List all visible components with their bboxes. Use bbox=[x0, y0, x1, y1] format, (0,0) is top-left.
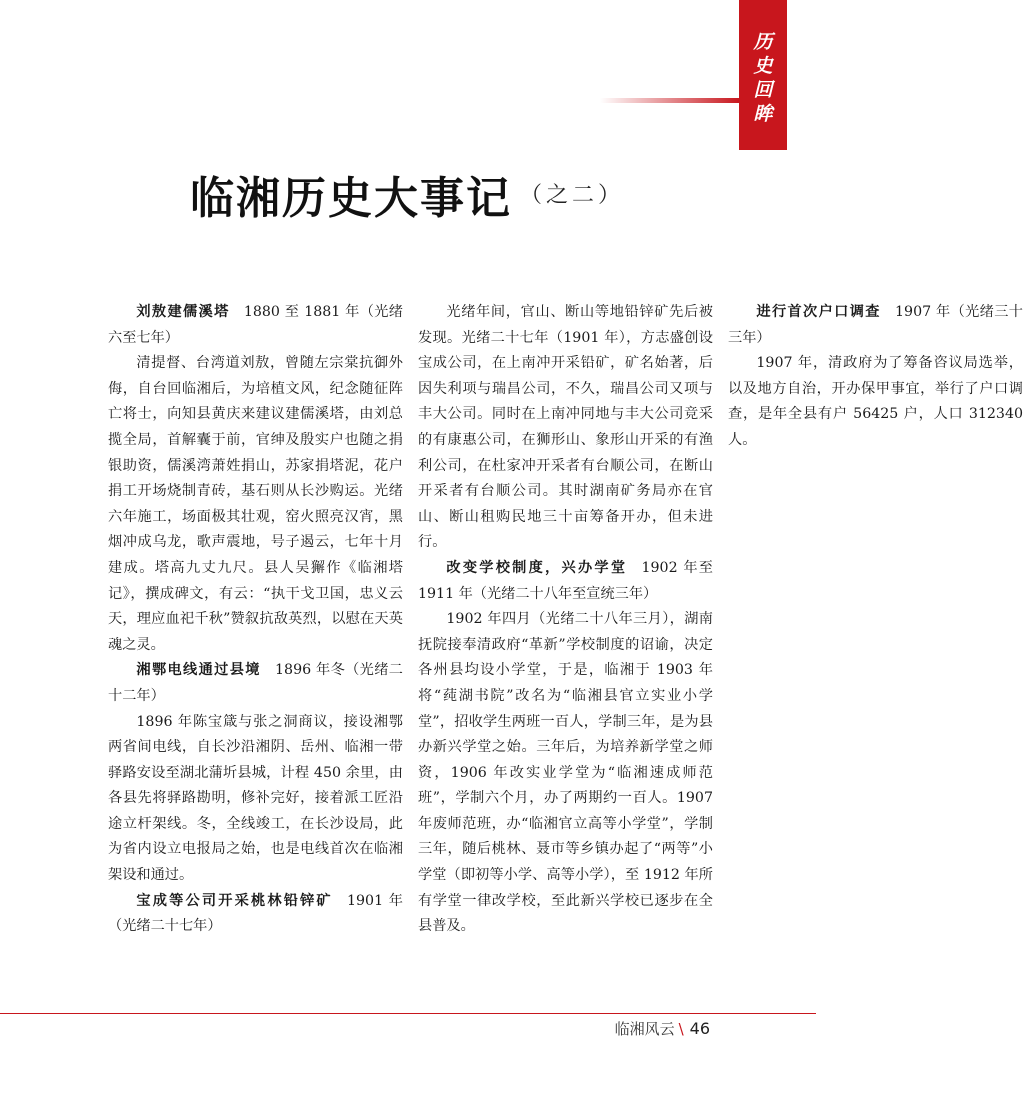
footer-separator: \ bbox=[678, 1020, 684, 1038]
page-number: 46 bbox=[689, 1019, 710, 1038]
entry-heading: 进行首次户口调查 bbox=[756, 304, 881, 320]
entry-header bbox=[108, 889, 403, 940]
entry-header bbox=[108, 300, 403, 351]
entry-date: 1880 至 1881 年（光绪六至七年） bbox=[108, 304, 403, 346]
entry-paragraph: 1896 年陈宝箴与张之洞商议，接设湘鄂两省间电线，自长沙沿湘阴、岳州、临湘一带驿路安设至湖北蒲圻县城，计程 450 余里，由各县先将驿路勘明，修补完好，接着派工匠沿途立杆架线。冬，全线竣工，在长沙设局，此为省内设立电报局之始，也是电线首次在临湘架设和通过。 bbox=[108, 713, 403, 884]
entry-heading: 宝成等公司开采桃林铅锌矿 bbox=[136, 892, 333, 909]
entry-heading: 刘敖建儒溪塔 bbox=[136, 304, 230, 320]
section-tab bbox=[739, 0, 787, 150]
entry-paragraph: 1902 年四月（光绪二十八年三月），湖南抚院接奉清政府“革新”学校制度的诏谕，决定各州县均设小学堂，于是，临湘于 1903 年将“莼湖书院”改名为“临湘县官立实业小学堂”，招收学生两班一百人，学制三年，是为县办新兴学堂之始。三年后，为培养新学堂之师资，1906 年改实业学堂为“临湘速成师范班”，学制六个月，办了两期约一百人。1907 年废师范班，办“临湘官立高等小学堂”，学制三年，随后桃林、聂市等乡镇办起了“两等”小学堂（即初等小学、高等小学），至 1912 年所有学堂一律改学校，至此新兴学校已逐步在全县普及。 bbox=[418, 611, 713, 935]
section-tab-line bbox=[600, 98, 740, 103]
entry-header bbox=[418, 556, 713, 607]
footer-rule bbox=[0, 1013, 816, 1014]
entry-paragraph: 1907 年，清政府为了筹备咨议局选举，以及地方自治，开办保甲事宜，举行了户口调查，是年全县有户 56425 户，人口 312340 人。 bbox=[728, 355, 1023, 448]
entry-paragraph: 光绪年间，官山、断山等地铅锌矿先后被发现。光绪二十七年（1901 年），方志盛创设宝成公司，在上南冲开采铅矿，矿名始著，后因失利项与瑞昌公司，不久，瑞昌公司又项与丰大公司。同时在上南冲同地与丰大公司竞采的有康惠公司，在狮形山、象形山开采的有渔利公司，在杜家冲开采者有台顺公司，在断山开采者有台顺公司。其时湖南矿务局亦在官山、断山租购民地三十亩筹备开办，但未进行。 bbox=[418, 304, 713, 551]
page-subtitle: （之二） bbox=[520, 183, 625, 208]
section-tab-char: 眸 bbox=[753, 103, 773, 125]
entry-date: 1896 年冬（光绪二十二年） bbox=[108, 662, 403, 704]
entry-date: 1907 年（光绪三十三年） bbox=[728, 304, 1023, 346]
entry-header bbox=[728, 300, 1023, 351]
entry-heading: 改变学校制度，兴办学堂 bbox=[446, 559, 628, 576]
entry-date: 1902 年至 1911 年（光绪二十八年至宣统三年） bbox=[418, 559, 713, 602]
section-tab-char: 回 bbox=[753, 79, 773, 101]
article-body bbox=[108, 300, 1023, 990]
entry-header bbox=[108, 658, 403, 709]
entry-heading: 湘鄂电线通过县境 bbox=[136, 662, 261, 679]
entry-date: 1901 年（光绪二十七年） bbox=[108, 892, 403, 935]
entry-paragraph: 清提督、台湾道刘敖，曾随左宗棠抗御外侮，自台回临湘后，为培植文风，纪念随征阵亡将士，向知县黄庆来建议建儒溪塔，由刘总揽全局，首解囊于前，官绅及殷实户也随之捐银助资，儒溪湾萧姓捐山，苏家捐塔泥，花户捐工开场烧制青砖，基石则从长沙购运。光绪六年施工，场面极其壮观，窑火照亮汉宵，黑烟冲成乌龙，歌声震地，号子遏云，七年十月建成。塔高九丈九尺。县人吴獬作《临湘塔记》，撰成碑文，有云：“执干戈卫国，忠义云天，理应血祀千秋”赞叙抗敌英烈，以慰在天英魂之灵。 bbox=[108, 355, 403, 653]
magazine-name: 临湘风云 bbox=[614, 1020, 675, 1038]
page-footer bbox=[615, 1018, 710, 1039]
page-title: 临湘历史大事记 bbox=[190, 173, 512, 224]
section-tab-char: 历 bbox=[753, 31, 773, 53]
section-tab-char: 史 bbox=[753, 55, 773, 77]
